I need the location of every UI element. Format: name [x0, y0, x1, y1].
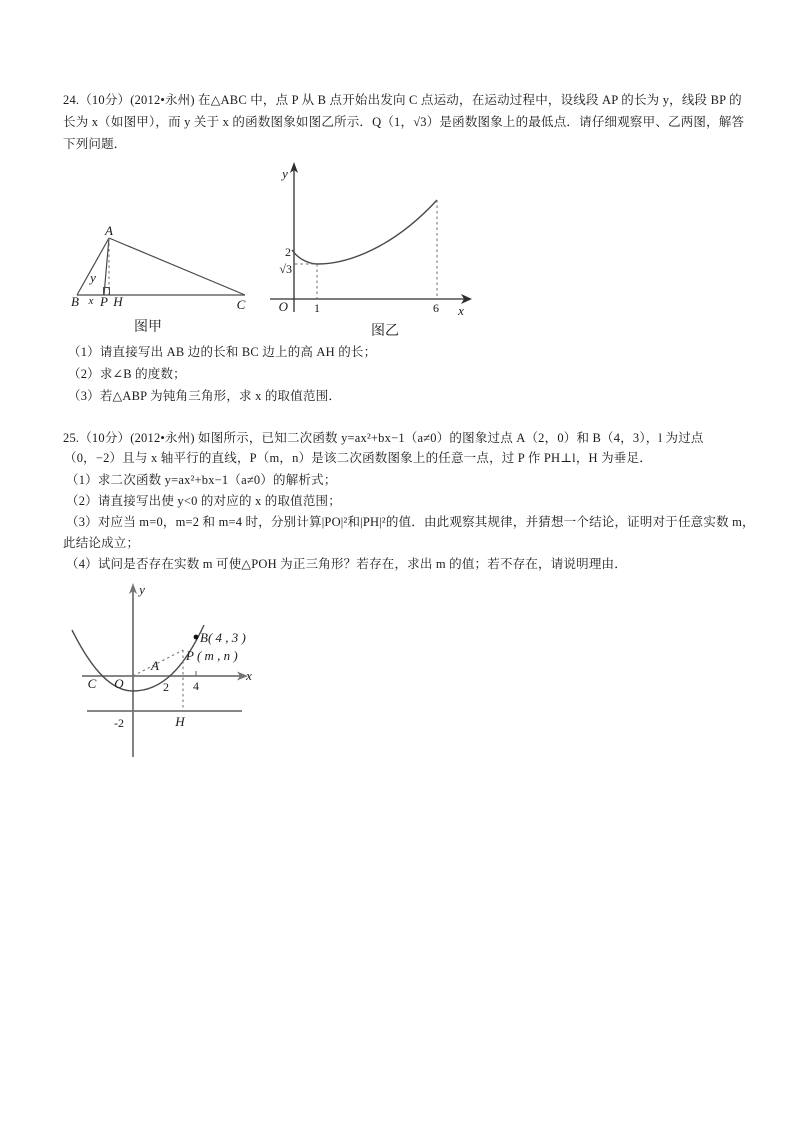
point-B-dot: [194, 635, 199, 640]
p25-statement-line-2: （0，−2）且与 x 轴平行的直线，P（m，n）是该二次函数图象上的任意一点，过 P 作 PH⊥l，H 为垂足．: [64, 451, 652, 465]
triangle-side-AC: [109, 238, 245, 295]
fig-yi-label-y: y: [282, 166, 288, 181]
fig-jia-label-B: B: [71, 294, 79, 309]
fig-yi-label-x: x: [458, 303, 464, 318]
p25-question-3-cont: 此结论成立；: [63, 536, 140, 550]
fig25-label-y: y: [139, 582, 145, 597]
p24-statement-line-1: 24.（10分）(2012•永州) 在△ABC 中，点 P 从 B 点开始出发向 C 点运动，在运动过程中，设线段 AP 的长为 y，线段 BP 的: [63, 93, 742, 107]
fig-jia-caption: 图甲: [134, 320, 162, 335]
p25-question-1: （1）求二次函数 y=ax²+bx−1（a≠0）的解析式；: [66, 473, 337, 487]
p25-question-2: （2）请直接写出使 y<0 的对应的 x 的取值范围；: [66, 494, 341, 508]
p24-statement-line-2: 长为 x（如图甲），而 y 关于 x 的函数图象如图乙所示．Q（1，√3）是函数图象上的最低点．请仔细观察甲、乙两图，解答: [63, 115, 745, 129]
fig-jia-label-H: H: [113, 294, 123, 309]
p25-statement-line-1: 25.（10分）(2012•永州) 如图所示，已知二次函数 y=ax²+bx−1（a≠0）的图象过点 A（2，0）和 B（4，3），l 为过点: [63, 431, 704, 445]
fig-yi-label-2: 2: [285, 245, 291, 259]
fig25-label-P: P ( m , n ): [186, 648, 238, 663]
figure-jia-triangle: [60, 220, 260, 345]
p24-question-1: （1）请直接写出 AB 边的长和 BC 边上的高 AH 的长；: [68, 345, 377, 359]
p25-question-4: （4）试问是否存在实数 m 可使△POH 为正三角形？若存在，求出 m 的值；若不存在，请说明理由．: [66, 557, 627, 571]
p24-question-3: （3）若△ABP 为钝角三角形，求 x 的取值范围．: [68, 389, 342, 403]
fig-jia-label-x: x: [88, 295, 94, 307]
fig25-label-2: 2: [163, 680, 169, 694]
figure-yi-graph: [265, 160, 477, 345]
fig-yi-label-O: O: [278, 299, 288, 314]
figure-25-parabola: [58, 580, 273, 762]
fig25-label-4: 4: [193, 679, 199, 693]
fig-yi-caption: 图乙: [371, 324, 399, 339]
fig25-label-A: A: [151, 658, 159, 673]
fig-yi-label-1: 1: [314, 301, 320, 315]
fig25-label-O: O: [114, 676, 124, 691]
fig-yi-label-sqrt3: √3: [279, 262, 292, 276]
fig25-label-C: C: [87, 676, 97, 691]
fig-yi-label-6: 6: [433, 301, 439, 315]
fig-jia-label-C: C: [236, 297, 246, 312]
p24-question-2: （2）求∠B 的度数；: [68, 367, 186, 381]
fig-jia-label-P: P: [100, 294, 108, 309]
p25-question-3: （3）对应当 m=0，m=2 和 m=4 时，分别计算|PO|²和|PH|²的值．由此观察其规律，并猜想一个结论，证明对于任意实数 m，: [66, 515, 755, 529]
p24-statement-line-3: 下列问题．: [63, 137, 127, 151]
fig25-label-H: H: [175, 714, 185, 729]
fig25-label-x: x: [246, 668, 252, 683]
fig25-label-B: B( 4 , 3 ): [200, 630, 246, 645]
fig-jia-label-y: y: [90, 270, 96, 285]
fig-jia-label-A: A: [105, 223, 113, 238]
fig25-label-minus2: -2: [114, 716, 124, 730]
function-curve: [292, 200, 437, 264]
